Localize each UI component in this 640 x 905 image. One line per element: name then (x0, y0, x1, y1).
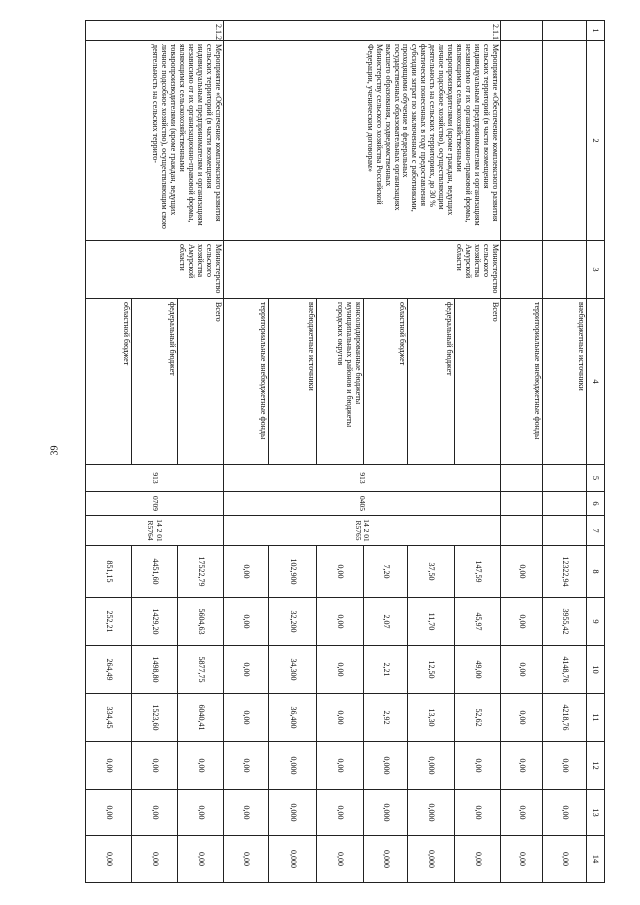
value-cell: 1498,80 (132, 646, 178, 694)
value-cell: 0,00 (317, 694, 364, 742)
value-cell: 0,00 (501, 546, 543, 598)
executor: Министерство сельского хозяйства Амурской области (224, 241, 501, 299)
value-cell: 36,400 (269, 694, 317, 742)
value-cell: 0,00 (455, 836, 501, 883)
value-cell: 0,000 (408, 742, 455, 790)
value-cell: 0,00 (501, 646, 543, 694)
value-cell: 52,62 (455, 694, 501, 742)
value-cell: 4218,76 (543, 694, 587, 742)
value-cell: 0,000 (408, 790, 455, 836)
grbs-code: 913 (86, 465, 224, 492)
source-cell: внебюджетные источники (269, 299, 317, 465)
empty-cell (501, 241, 543, 299)
col-1-header: 1 (587, 21, 605, 41)
rz-pr-code: 0405 (224, 492, 501, 516)
value-cell: 12,50 (408, 646, 455, 694)
col-12-header: 12 (587, 742, 605, 790)
col-4-header: 4 (587, 299, 605, 465)
source-cell: федеральный бюджет (132, 299, 178, 465)
page-number: 39 (49, 445, 61, 456)
value-cell: 0,00 (317, 598, 364, 646)
item-number: 2.1.2 (86, 21, 224, 41)
value-cell: 0,000 (269, 742, 317, 790)
header-row (587, 21, 605, 883)
empty-cell (501, 492, 543, 516)
value-cell: 0,00 (86, 790, 132, 836)
value-cell: 0,00 (132, 742, 178, 790)
value-cell: 0,00 (317, 742, 364, 790)
source-cell: внебюджетные источники (543, 299, 587, 465)
value-cell: 102,900 (269, 546, 317, 598)
table-row (178, 21, 224, 883)
value-cell: 0,00 (543, 836, 587, 883)
col-11-header: 11 (587, 694, 605, 742)
value-cell: 0,00 (317, 836, 364, 883)
value-cell: 2,21 (364, 646, 408, 694)
col-10-header: 10 (587, 646, 605, 694)
value-cell: 0,00 (501, 694, 543, 742)
value-cell: 2,07 (364, 598, 408, 646)
value-cell: 0,00 (224, 598, 269, 646)
value-cell: 0,00 (224, 646, 269, 694)
empty-cell (543, 465, 587, 492)
value-cell: 0,00 (178, 836, 224, 883)
value-cell: 264,49 (86, 646, 132, 694)
value-cell: 252,21 (86, 598, 132, 646)
rz-pr-code: 0709 (86, 492, 224, 516)
value-cell: 0,00 (317, 646, 364, 694)
executor: Министерство сельского хозяйства Амурской области (86, 241, 224, 299)
empty-cell (543, 41, 587, 241)
value-cell: 17522,79 (178, 546, 224, 598)
measure-name: Мероприятие «Обеспечение комплексного развития сельских территорий (в части возмещения индивидуальным предпринимателям и организациям независимо от их организационно-правовой формы, являющимся сельскохозяйственными товаропроизводителями (кроме граждан, ведущих личное подсобное хозяйство), осуществляющим деятельность на сельских территориях, до 30 % фактически понесенных в году предоставления субсидии затрат по заключенным с работниками, проходящими обучение в федеральных государственных образовательных организациях высшего образования, подведомственных Министерству сельского хозяйства Российской Федерации, ученическим договорам» (224, 41, 501, 241)
empty-cell (501, 465, 543, 492)
col-7-header: 7 (587, 516, 605, 546)
empty-cell (501, 516, 543, 546)
value-cell: 0,00 (224, 742, 269, 790)
value-cell: 2,92 (364, 694, 408, 742)
empty-cell (543, 241, 587, 299)
value-cell: 12322,94 (543, 546, 587, 598)
value-cell: 13,30 (408, 694, 455, 742)
source-cell: областной бюджет (364, 299, 408, 465)
col-5-header: 5 (587, 465, 605, 492)
value-cell: 0,00 (501, 790, 543, 836)
value-cell: 0,000 (269, 790, 317, 836)
source-cell: территориальные внебюджетные фонды (224, 299, 269, 465)
value-cell: 0,000 (364, 790, 408, 836)
value-cell: 0,00 (178, 790, 224, 836)
source-cell: консолидированные бюджеты муниципальных районов и бюджеты городских округов (317, 299, 364, 465)
value-cell: 5604,63 (178, 598, 224, 646)
value-cell: 0,00 (224, 836, 269, 883)
source-cell: территориальные внебюджетные фонды (501, 299, 543, 465)
col-14-header: 14 (587, 836, 605, 883)
value-cell: 0,00 (317, 546, 364, 598)
col-2-header: 2 (587, 41, 605, 241)
value-cell: 1523,60 (132, 694, 178, 742)
value-cell: 334,45 (86, 694, 132, 742)
value-cell: 45,97 (455, 598, 501, 646)
value-cell: 0,000 (269, 836, 317, 883)
value-cell: 0,00 (543, 790, 587, 836)
col-9-header: 9 (587, 598, 605, 646)
value-cell: 0,00 (224, 694, 269, 742)
value-cell: 5877,75 (178, 646, 224, 694)
source-cell: федеральный бюджет (408, 299, 455, 465)
value-cell: 6040,41 (178, 694, 224, 742)
table-row (501, 21, 543, 883)
csr-code: 14 2 01 R5765 (224, 516, 501, 546)
value-cell: 0,00 (317, 790, 364, 836)
rotated-page (105, 20, 605, 882)
value-cell: 0,00 (455, 790, 501, 836)
source-cell: областной бюджет (86, 299, 132, 465)
value-cell: 0,00 (455, 742, 501, 790)
value-cell: 1429,20 (132, 598, 178, 646)
value-cell: 0,000 (364, 742, 408, 790)
budget-table (85, 20, 605, 883)
item-number: 2.1.1 (224, 21, 501, 41)
col-8-header: 8 (587, 546, 605, 598)
value-cell: 0,00 (178, 742, 224, 790)
value-cell: 0,00 (224, 790, 269, 836)
value-cell: 37,50 (408, 546, 455, 598)
value-cell: 0,000 (364, 836, 408, 883)
value-cell: 32,200 (269, 598, 317, 646)
source-cell: Всего (455, 299, 501, 465)
col-3-header: 3 (587, 241, 605, 299)
value-cell: 49,00 (455, 646, 501, 694)
value-cell: 851,15 (86, 546, 132, 598)
empty-cell (501, 21, 543, 41)
value-cell: 0,00 (543, 742, 587, 790)
value-cell: 11,70 (408, 598, 455, 646)
value-cell: 0,00 (501, 742, 543, 790)
csr-code: 14 2 01 R5764 (86, 516, 224, 546)
table-row (543, 21, 587, 883)
empty-cell (501, 41, 543, 241)
value-cell: 0,00 (224, 546, 269, 598)
value-cell: 34,300 (269, 646, 317, 694)
table-row (455, 21, 501, 883)
value-cell: 4148,76 (543, 646, 587, 694)
value-cell: 4451,60 (132, 546, 178, 598)
value-cell: 0,00 (132, 836, 178, 883)
measure-name: Мероприятие «Обеспечение комплексного развития сельских территорий (в части возмещения индивидуальным предпринимателям и организациям независимо от их организационно-правовой формы, являющимся сельскохозяйственными товаропроизводителями (кроме граждан, ведущих личное подсобное хозяйство), осуществляющим свою деятельность на сельских террито- (86, 41, 224, 241)
source-cell: Всего (178, 299, 224, 465)
col-13-header: 13 (587, 790, 605, 836)
empty-cell (543, 492, 587, 516)
value-cell: 147,59 (455, 546, 501, 598)
value-cell: 3955,42 (543, 598, 587, 646)
value-cell: 0,000 (408, 836, 455, 883)
value-cell: 0,00 (132, 790, 178, 836)
value-cell: 0,00 (501, 598, 543, 646)
value-cell: 0,00 (86, 836, 132, 883)
col-6-header: 6 (587, 492, 605, 516)
empty-cell (543, 516, 587, 546)
value-cell: 7,20 (364, 546, 408, 598)
grbs-code: 913 (224, 465, 501, 492)
value-cell: 0,00 (86, 742, 132, 790)
empty-cell (543, 21, 587, 41)
value-cell: 0,00 (501, 836, 543, 883)
